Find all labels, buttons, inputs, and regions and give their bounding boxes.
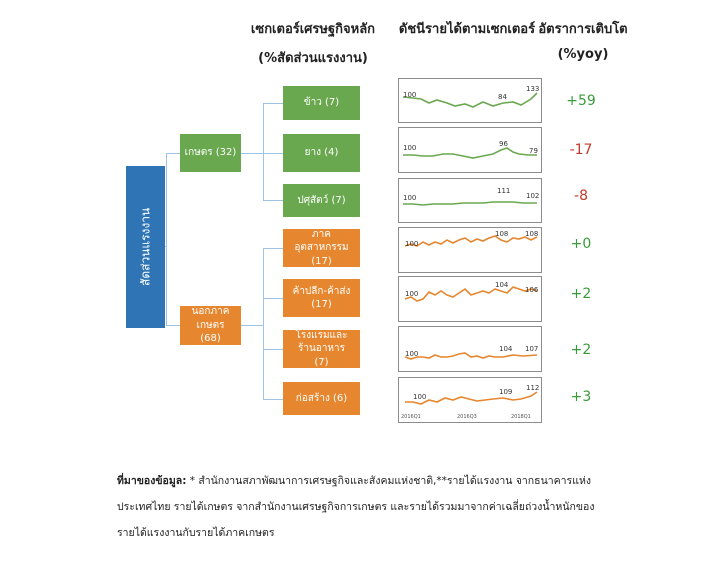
growth-retail: +2 [570,286,592,302]
mini-line [403,148,537,158]
peak-value: 109 [499,388,513,396]
mini-line [405,236,537,246]
axis-tick: 2018Q1 [511,414,531,420]
connector [166,153,167,325]
sector-rubber: ยาง (4) [283,134,360,172]
mini-line [405,353,537,359]
growth-header-line2: (%yoy) [557,47,609,62]
mini-chart-rubber [398,127,542,173]
mini-line [403,202,537,205]
sector-rice: ข้าว (7) [283,86,360,120]
sector-industry: ภาคอุตสาหกรรม (17) [283,229,360,267]
connector [263,248,264,399]
sector-hotel-restaurant: โรงแรมและร้านอาหาร (7) [283,330,360,368]
mini-chart-hotel [398,326,542,372]
connector [166,325,180,326]
group-agri: เกษตร (32) [180,134,241,172]
axis-tick: 2016Q3 [457,414,477,420]
growth-rubber: -17 [569,142,593,158]
end-value: 133 [526,85,540,93]
mini-chart-industry [398,227,542,273]
start-value: 100 [403,91,417,99]
peak-value: 108 [495,230,509,238]
connector [263,153,283,154]
index-header: ดัชนีรายได้ตามเซกเตอร์ [398,22,536,37]
sector-livestock: ปศุสัตว์ (7) [283,184,360,217]
peak-value: 96 [499,140,508,148]
peak-value: 104 [499,345,513,353]
group-nonagri: นอกภาคเกษตร (68) [180,306,241,345]
mini-chart-retail [398,276,542,322]
mini-line [405,287,537,301]
end-value: 79 [529,147,538,155]
axis-tick: 2016Q1 [401,414,421,420]
sector-construction: ก่อสร้าง (6) [283,382,360,415]
peak-value: 84 [498,93,507,101]
growth-header [538,18,628,62]
connector [263,349,283,350]
sector-header-line2: (%สัดส่วนแรงงาน) [258,51,368,66]
connector [263,103,283,104]
growth-hotel: +2 [570,342,592,358]
connector [263,200,283,201]
growth-header-line1: อัตราการเติบโต [538,22,628,37]
peak-value: 104 [495,281,509,289]
start-value: 100 [403,194,417,202]
source-note [117,468,677,546]
end-value: 102 [526,192,540,200]
end-value: 112 [526,384,540,392]
end-value: 106 [525,286,539,294]
sector-header [238,18,388,68]
sector-retail: ค้าปลีก-ค้าส่ง (17) [283,279,360,317]
growth-industry: +0 [570,236,592,252]
mini-chart-livestock [398,178,542,223]
connector [263,298,283,299]
start-value: 100 [403,144,417,152]
source-line1: * สำนักงานสภาพัฒนาการเศรษฐกิจและสังคมแห่งชาติ,**รายได้แรงงาน จากธนาคารแห่ง [186,475,592,487]
growth-livestock: -8 [574,188,588,204]
connector [263,399,283,400]
growth-construction: +3 [570,389,592,405]
connector [240,153,263,154]
connector [263,103,264,201]
connector [263,248,283,249]
growth-rice: +59 [566,93,596,109]
connector [240,325,263,326]
end-value: 107 [525,345,539,353]
peak-value: 111 [497,187,511,195]
source-title: ที่มาของข้อมูล: [117,475,187,487]
end-value: 108 [525,230,539,238]
start-value: 100 [405,350,419,358]
sector-header-line1: เซกเตอร์เศรษฐกิจหลัก [250,22,376,37]
start-value: 100 [405,290,419,298]
mini-line [403,93,537,107]
start-value: 100 [405,240,419,248]
mini-chart-rice [398,78,542,123]
mini-chart-construction [398,377,542,423]
source-line3: รายได้แรงงานกับรายได้ภาคเกษตร [117,527,275,539]
connector [166,153,180,154]
start-value: 100 [413,393,427,401]
labor-share-root: สัดส่วนแรงงาน [126,166,165,328]
source-line2: ประเทศไทย รายได้เกษตร จากสำนักงานเศรษฐกิจการเกษตร และรายได้รวมมาจากค่าเฉลี่ยถ่วงน้ำหนักของ [117,501,595,513]
